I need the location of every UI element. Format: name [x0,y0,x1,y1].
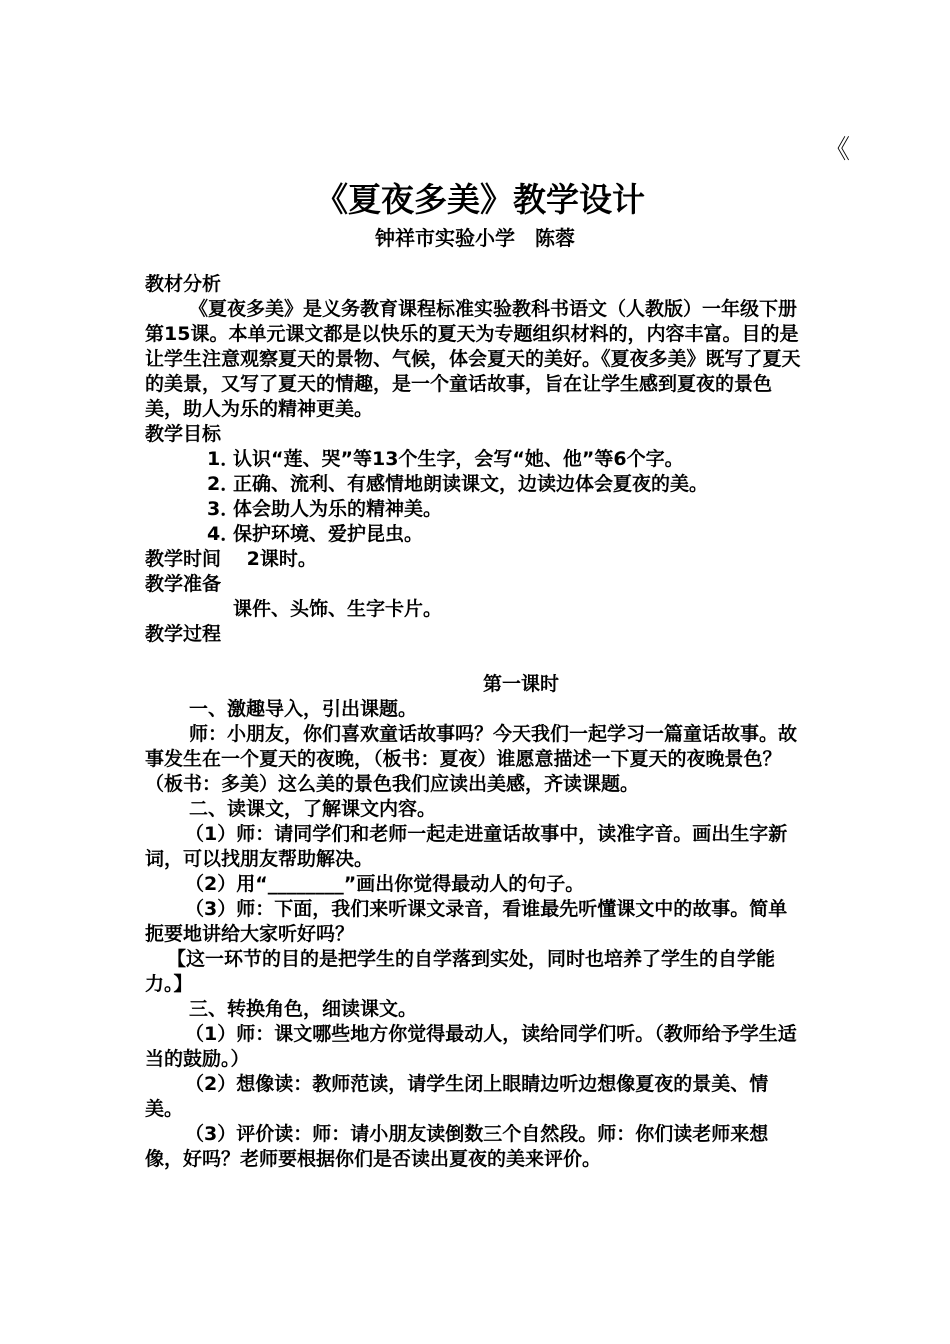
goal-item [145,472,805,497]
teaching-time: 教学时间 2课时。 [145,548,317,570]
step1-paragraph: 师：小朋友，你们喜欢童话故事吗？今天我们一起学习一篇童话故事。故事发生在一个夏天的夜晚，（板书：夏夜）谁愿意描述一下夏天的夜晚景色？（板书：多美）这么美的景色我们应读出美感，齐读课题。 [145,723,798,795]
goals-list [145,447,805,547]
corner-quote-mark: 《 [824,135,851,165]
document-title: 《夏夜多美》教学设计 [315,180,645,219]
document-body [145,272,805,1172]
goal-text: 保护环境、爱护昆虫。 [233,523,424,545]
step3-item: （1）师：课文哪些地方你觉得最动人，读给同学们听。（教师给予学生适当的鼓励。） [145,1023,797,1070]
step2-item: （3）师：下面，我们来听课文录音，看谁最先听懂课文中的故事。简单扼要地讲给大家听好吗？ [145,898,788,945]
document-author: 钟祥市实验小学 陈蓉 [375,226,575,250]
step2-item: （2）用“________”画出你觉得最动人的句子。 [185,873,585,895]
goal-text: 正确、流利、有感情地朗读课文，边读边体会夏夜的美。 [233,473,709,495]
goal-item [145,522,805,547]
goal-text: 认识“莲、哭”等13个生字，会写“她、他”等6个字。 [233,448,684,470]
goal-number: 1． [207,448,240,470]
analysis-paragraph: 《夏夜多美》是义务教育课程标准实验教科书语文（人教版）一年级下册第15课。本单元课文都是以快乐的夏天为专题组织材料的，内容丰富。目的是让学生注意观察夏天的景物、气候，体会夏天的美好。《夏夜多美》既写了夏天的美景，又写了夏天的情趣，是一个童话故事，旨在让学生感到夏夜的景色美，助人为乐的精神更美。 [145,298,801,420]
step2-heading: 二、读课文，了解课文内容。 [189,798,437,820]
goal-number: 4． [207,523,240,545]
step3-heading: 三、转换角色，细读课文。 [189,998,418,1020]
goal-number: 2． [207,473,240,495]
goal-text: 体会助人为乐的精神美。 [233,498,443,520]
goal-item [145,447,805,472]
process-heading: 教学过程 [145,623,222,645]
lesson-heading: 第一课时 [482,673,559,695]
step3-item: （2）想像读：教师范读，请学生闭上眼睛边听边想像夏夜的景美、情美。 [145,1073,769,1120]
step2-note: 【这一环节的目的是把学生的自学落到实处，同时也培养了学生的自学能力。】 [145,948,776,995]
step1-heading: 一、激趣导入，引出课题。 [189,698,418,720]
step2-item: （1）师：请同学们和老师一起走进童话故事中，读准字音。画出生字新词，可以找朋友帮助解决。 [145,823,788,870]
step3-item: （3）评价读：师：请小朋友读倒数三个自然段。师：你们读老师来想像，好吗？老师要根据你们是否读出夏夜的美来评价。 [145,1123,769,1170]
goals-heading: 教学目标 [145,423,222,445]
analysis-heading: 教材分析 [145,273,222,295]
prep-text: 课件、头饰、生字卡片。 [233,598,443,620]
prep-heading: 教学准备 [145,573,222,595]
goal-item [145,497,805,522]
goal-number: 3． [207,498,240,520]
